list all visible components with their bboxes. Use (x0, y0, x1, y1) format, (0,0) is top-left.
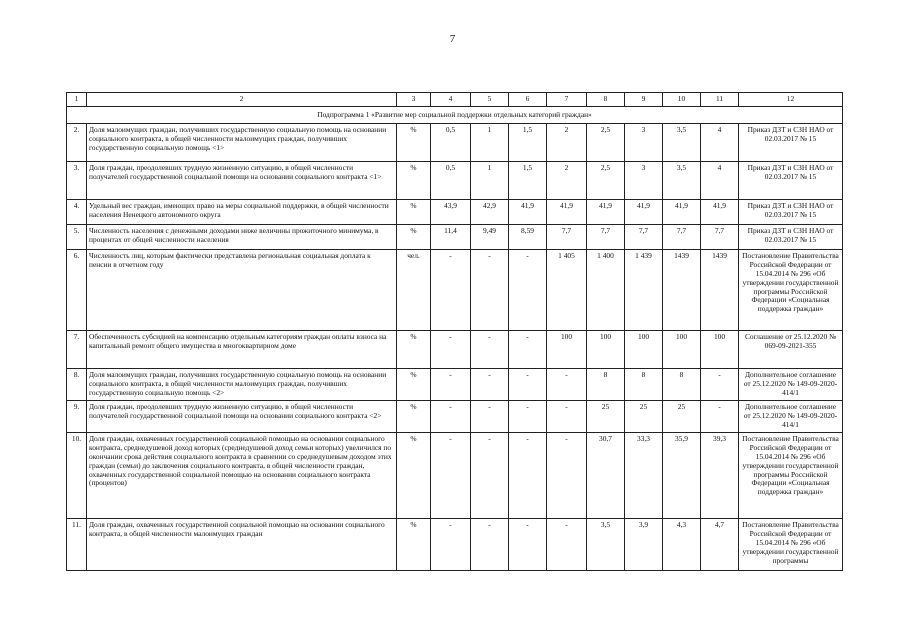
value-cell: 1 400 (587, 250, 625, 331)
row-number: 10. (67, 433, 87, 519)
column-number: 9 (625, 93, 663, 107)
table-row (67, 124, 843, 162)
unit-cell: % (397, 369, 431, 401)
value-cell: 7,7 (663, 225, 701, 250)
unit-cell: % (397, 331, 431, 369)
value-cell: 43,9 (431, 200, 471, 225)
value-cell: 25 (587, 401, 625, 433)
value-cell: 0,5 (431, 162, 471, 200)
value-cell: 2 (547, 162, 587, 200)
value-cell: 3 (625, 124, 663, 162)
source-cell: Дополнительное соглашение от 25.12.2020 № 149-09-2020-414/1 (739, 401, 843, 433)
unit-cell: % (397, 200, 431, 225)
table-row (67, 200, 843, 225)
value-cell: 1,5 (509, 124, 547, 162)
column-number: 12 (739, 93, 843, 107)
table-row (67, 225, 843, 250)
value-cell: 7,7 (587, 225, 625, 250)
value-cell: 1439 (701, 250, 739, 331)
value-cell: 2,5 (587, 162, 625, 200)
value-cell: - (431, 401, 471, 433)
value-cell: 41,9 (509, 200, 547, 225)
value-cell: 8 (587, 369, 625, 401)
unit-cell: чел. (397, 250, 431, 331)
source-cell: Постановление Правительства Российской Федерации от 15.04.2014 № 296 «Об утверждении государственной программы Российской Федерации «Социальная поддержка граждан» (739, 250, 843, 331)
value-cell: 4 (701, 162, 739, 200)
value-cell: - (471, 519, 509, 571)
column-number: 11 (701, 93, 739, 107)
value-cell: 41,9 (663, 200, 701, 225)
value-cell: - (471, 433, 509, 519)
table-row (67, 250, 843, 331)
value-cell: 1439 (663, 250, 701, 331)
value-cell: 2 (547, 124, 587, 162)
value-cell: 7,7 (625, 225, 663, 250)
unit-cell: % (397, 519, 431, 571)
row-number: 7. (67, 331, 87, 369)
value-cell: - (547, 433, 587, 519)
value-cell: - (547, 519, 587, 571)
value-cell: 25 (663, 401, 701, 433)
row-number: 9. (67, 401, 87, 433)
row-number: 5. (67, 225, 87, 250)
indicator-name: Доля граждан, охваченных государственной социальной помощью на основании социального контракта, среднедушевой доход которых (среднедушевой доход семьи которых) увеличился по окончании срока действия социального контракта в сравнении со среднедушевым доходом этих граждан (семьи) до заключения социального контракта, в общей численности граждан, охваченных государственной социальной помощью на основании социального контракта (процентов) (87, 433, 397, 519)
row-number: 4. (67, 200, 87, 225)
value-cell: 41,9 (701, 200, 739, 225)
value-cell: - (701, 401, 739, 433)
column-number-row (67, 93, 843, 107)
value-cell: 1 405 (547, 250, 587, 331)
value-cell: 41,9 (587, 200, 625, 225)
unit-cell: % (397, 225, 431, 250)
value-cell: 39,3 (701, 433, 739, 519)
column-number: 5 (471, 93, 509, 107)
value-cell: 2,5 (587, 124, 625, 162)
table-row (67, 162, 843, 200)
value-cell: 100 (663, 331, 701, 369)
page-number: 7 (449, 33, 456, 45)
value-cell: 4,7 (701, 519, 739, 571)
value-cell: 100 (587, 331, 625, 369)
indicator-name: Удельный вес граждан, имеющих право на меры социальной поддержки, в общей численности населения Ненецкого автономного округа (87, 200, 397, 225)
value-cell: - (471, 401, 509, 433)
value-cell: - (547, 401, 587, 433)
value-cell: 8,59 (509, 225, 547, 250)
indicator-name: Доля граждан, преодолевших трудную жизненную ситуацию, в общей численности получателей государственной социальной помощи на основании социального контракта <2> (87, 401, 397, 433)
value-cell: 42,9 (471, 200, 509, 225)
value-cell: 30,7 (587, 433, 625, 519)
value-cell: 4 (701, 124, 739, 162)
value-cell: - (431, 519, 471, 571)
value-cell: - (471, 369, 509, 401)
indicator-name: Численность лиц, которым фактически представлена региональная социальная доплата к пенсии в отчетном году (87, 250, 397, 331)
value-cell: 100 (625, 331, 663, 369)
indicator-name: Численность населения с денежными доходами ниже величины прожиточного минимума, в процентах от общей численности населения (87, 225, 397, 250)
source-cell: Постановление Правительства Российской Федерации от 15.04.2014 № 296 «Об утверждении государственной программы Российской Федерации «Социальная поддержка граждан» (739, 433, 843, 519)
value-cell: 100 (547, 331, 587, 369)
column-number: 2 (87, 93, 397, 107)
value-cell: 41,9 (547, 200, 587, 225)
value-cell: - (471, 250, 509, 331)
value-cell: - (431, 250, 471, 331)
value-cell: 8 (625, 369, 663, 401)
row-number: 8. (67, 369, 87, 401)
unit-cell: % (397, 124, 431, 162)
source-cell: Приказ ДЗТ и СЗН НАО от 02.03.2017 № 15 (739, 200, 843, 225)
indicator-name: Доля граждан, преодолевших трудную жизненную ситуацию, в общей численности получателей государственной социальной помощи на основании социального контракта <1> (87, 162, 397, 200)
source-cell: Постановление Правительства Российской Федерации от 15.04.2014 № 296 «Об утверждении государственной программы (739, 519, 843, 571)
value-cell: - (471, 331, 509, 369)
value-cell: 7,7 (701, 225, 739, 250)
row-number: 2. (67, 124, 87, 162)
value-cell: 3,9 (625, 519, 663, 571)
column-number: 6 (509, 93, 547, 107)
value-cell: 4,3 (663, 519, 701, 571)
source-cell: Приказ ДЗТ и СЗН НАО от 02.03.2017 № 15 (739, 162, 843, 200)
value-cell: 1 439 (625, 250, 663, 331)
unit-cell: % (397, 433, 431, 519)
value-cell: 35,9 (663, 433, 701, 519)
column-number: 1 (67, 93, 87, 107)
row-number: 3. (67, 162, 87, 200)
value-cell: 1,5 (509, 162, 547, 200)
value-cell: 9,49 (471, 225, 509, 250)
value-cell: 8 (663, 369, 701, 401)
column-number: 3 (397, 93, 431, 107)
column-number: 7 (547, 93, 587, 107)
value-cell: 3,5 (663, 124, 701, 162)
value-cell: - (431, 331, 471, 369)
value-cell: - (547, 369, 587, 401)
value-cell: - (509, 519, 547, 571)
source-cell: Приказ ДЗТ и СЗН НАО от 02.03.2017 № 15 (739, 124, 843, 162)
value-cell: 3 (625, 162, 663, 200)
unit-cell: % (397, 401, 431, 433)
source-cell: Соглашение от 25.12.2020 № 069-09-2021-355 (739, 331, 843, 369)
value-cell: - (509, 433, 547, 519)
value-cell: - (701, 369, 739, 401)
column-number: 4 (431, 93, 471, 107)
row-number: 11. (67, 519, 87, 571)
table-row (67, 519, 843, 571)
value-cell: 7,7 (547, 225, 587, 250)
value-cell: 100 (701, 331, 739, 369)
table-row (67, 433, 843, 519)
value-cell: 33,3 (625, 433, 663, 519)
column-number: 10 (663, 93, 701, 107)
table-row (67, 331, 843, 369)
table-row (67, 401, 843, 433)
value-cell: 25 (625, 401, 663, 433)
unit-cell: % (397, 162, 431, 200)
table-row (67, 369, 843, 401)
indicator-name: Доля малоимущих граждан, получивших государственную социальную помощь на основании социального контракта, в общей численности малоимущих граждан, получивших государственную социальную помощь <2> (87, 369, 397, 401)
indicator-name: Доля малоимущих граждан, получивших государственную социальную помощь на основании социального контракта, в общей численности малоимущих граждан, получивших государственную социальную помощь <1> (87, 124, 397, 162)
subprogram-title: Подпрограмма 1 «Развитие мер социальной поддержки отдельных категорий граждан» (67, 107, 843, 124)
value-cell: - (431, 369, 471, 401)
value-cell: - (509, 331, 547, 369)
row-number: 6. (67, 250, 87, 331)
value-cell: 1 (471, 124, 509, 162)
value-cell: 41,9 (625, 200, 663, 225)
value-cell: - (431, 433, 471, 519)
value-cell: - (509, 250, 547, 331)
indicators-table (66, 92, 843, 571)
table-body (67, 93, 843, 571)
source-cell: Приказ ДЗТ и СЗН НАО от 02.03.2017 № 15 (739, 225, 843, 250)
value-cell: - (509, 401, 547, 433)
indicator-name: Доля граждан, охваченных государственной социальной помощью на основании социального контракта, в общей численности малоимущих граждан (87, 519, 397, 571)
value-cell: 11,4 (431, 225, 471, 250)
subprogram-row (67, 107, 843, 124)
source-cell: Дополнительное соглашение от 25.12.2020 № 149-09-2020-414/1 (739, 369, 843, 401)
value-cell: 3,5 (663, 162, 701, 200)
value-cell: 0,5 (431, 124, 471, 162)
value-cell: 3,5 (587, 519, 625, 571)
value-cell: 1 (471, 162, 509, 200)
value-cell: - (509, 369, 547, 401)
indicator-name: Обеспеченность субсидией на компенсацию отдельным категориям граждан оплаты взноса на капитальный ремонт общего имущества в многоквартирном доме (87, 331, 397, 369)
column-number: 8 (587, 93, 625, 107)
